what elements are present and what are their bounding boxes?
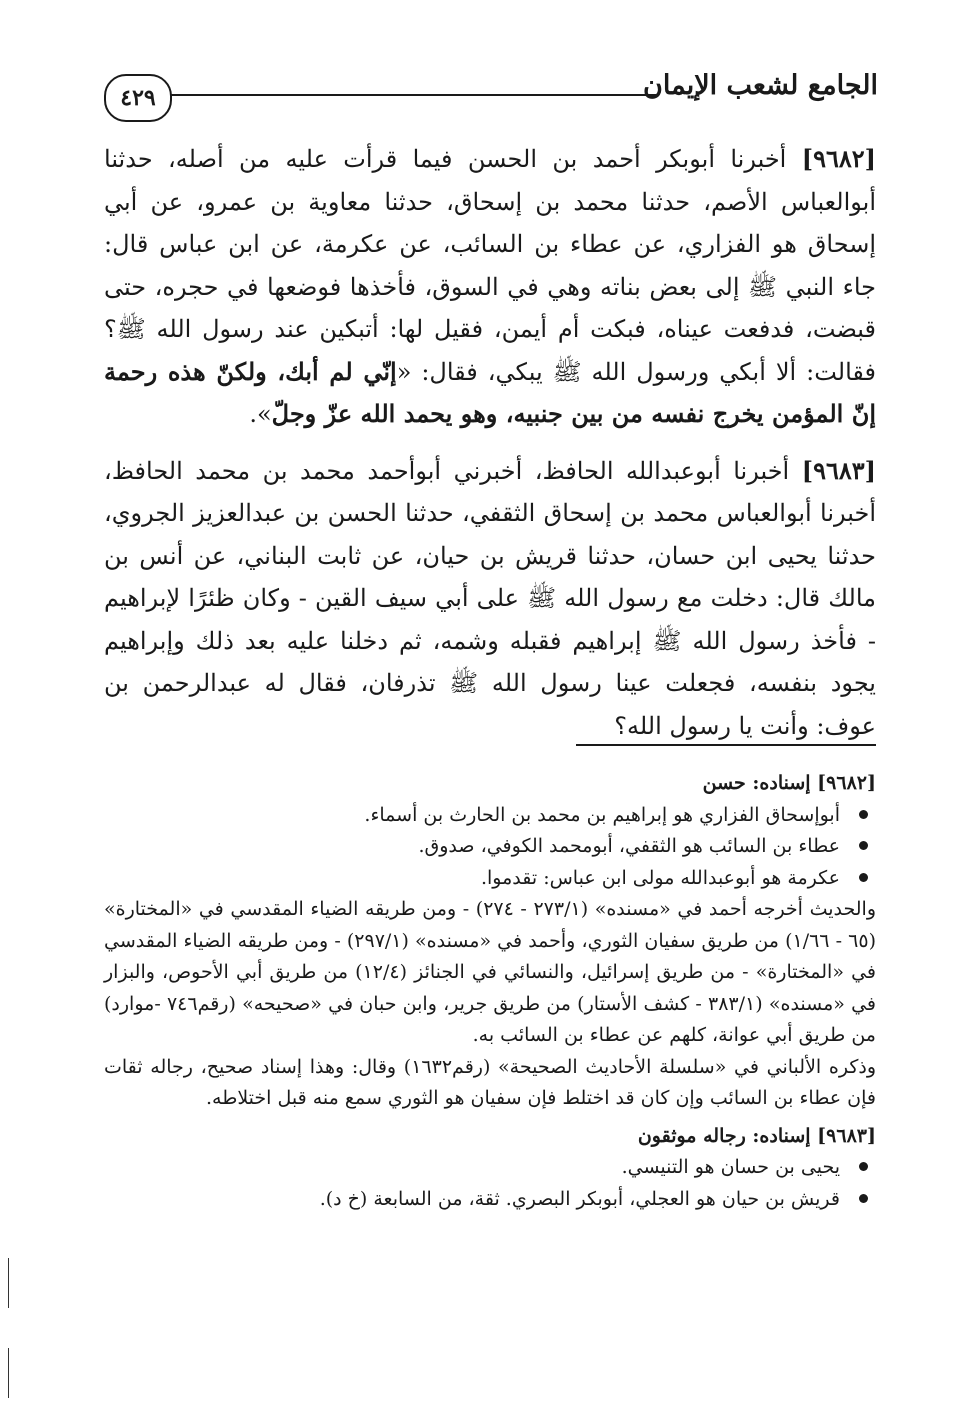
bullet-icon bbox=[859, 873, 868, 882]
page-number: ٤٢٩ bbox=[104, 74, 172, 122]
hadith-text: أخبرنا أبوعبدالله الحافظ، أخبرني أبوأحمد محمد بن محمد الحافظ، أخبرنا أبوالعباس محمد بن إسحاق الثقفي، حدثنا الحسن بن عبدالعزيز الجروي، حدثنا يحيى ابن حسان، حدثنا قريش بن حيان، عن ثابت البناني، عن أنس بن مالك قال: دخلت مع رسول الله ﷺ على أبي سيف القين - وكان ظئرًا لإبراهيم - فأخذ رسول الله ﷺ إبراهيم فقبله وشمه، ثم دخلنا عليه بعد ذلك وإبراهيم يجود بنفسه، فجعلت عينا رسول الله ﷺ تذرفان، فقال له عبدالرحمن بن عوف: وأنت يا رسول الله؟ bbox=[104, 456, 876, 740]
bullet-icon bbox=[859, 1194, 868, 1203]
scan-edge-mark bbox=[8, 1348, 9, 1398]
header-rule bbox=[170, 94, 658, 96]
footnote-bullets bbox=[104, 800, 876, 895]
bullet-icon bbox=[859, 810, 868, 819]
bullet-text: قريش بن حيان هو العجلي، أبوبكر البصري. ثقة، من السابعة (خ د). bbox=[319, 1187, 840, 1210]
footnote-paragraph: والحديث أخرجه أحمد في «مسنده» (٢٧٣/١ - ٢٧٤) - ومن طريقه الضياء المقدسي في «المختارة» (٦٥ - ١/٦٦) من طريق سفيان الثوري، وأحمد في «مسنده» (٢٩٧/١) - ومن طريقه الضياء المقدسي في «المختارة» - من طريق إسرائيل، والنسائي في الجنائز (١٢/٤) من طريق أبي الأحوص، والبزار في «مسنده» (٣٨٣/١ - كشف الأستار) من طريق جرير، وابن حبان في «صحيحه» (رقم٧٤٦ -موارد) من طريق أبي عوانة، كلهم عن عطاء بن السائب به. bbox=[104, 898, 877, 1046]
footnote-heading: [٩٦٨٣] إسناده: رجاله موثقون bbox=[637, 1124, 876, 1147]
hadith-paragraph bbox=[104, 138, 876, 436]
footnote-bullet bbox=[104, 863, 868, 895]
footnote-bullets bbox=[104, 1152, 876, 1215]
hadith-quote-close: ». bbox=[249, 400, 272, 428]
footnote-bullet bbox=[104, 1184, 868, 1216]
hadith-quote: إنّي لم أبك، ولكنّ هذه رحمة إنّ المؤمن يخرج نفسه من بين جنبيه، وهو يحمد الله عزّ وجلّ bbox=[104, 356, 876, 428]
bullet-text: عكرمة هو أبوعبدالله مولى ابن عباس: تقدموا. bbox=[480, 866, 840, 889]
hadith-text: أخبرنا أبوبكر أحمد بن الحسن فيما قرأت عليه من أصله، حدثنا أبوالعباس الأصم، حدثنا محمد بن إسحاق، حدثنا معاوية بن عمرو، عن أبي إسحاق هو الفزاري، عن عطاء بن السائب، عن عكرمة، عن ابن عباس قال: جاء النبي ﷺ إلى بعض بناته وهي في السوق، فأخذها فوضعها في حجره، حتى قبضت، فدفعت عيناه، فبكت أم أيمن، فقيل لها: أتبكين عند رسول الله ﷺ؟ فقالت: ألا أبكي ورسول الله ﷺ يبكي، فقال: « bbox=[104, 145, 877, 386]
footnote-paragraph: وذكره الألباني في «سلسلة الأحاديث الصحيحة» (رقم١٦٣٢) وقال: وهذا إسناد صحيح، رجاله ثقات فإن عطاء بن السائب وإن كان قد اختلط فإن سفيان هو الثوري سمع منه قبل اختلاطه. bbox=[104, 1055, 877, 1109]
running-title: الجامع لشعب الإيمان bbox=[643, 70, 878, 101]
bullet-icon bbox=[859, 1162, 868, 1171]
bullet-text: أبوإسحاق الفزاري هو إبراهيم بن محمد بن الحارث بن أسماء. bbox=[364, 803, 840, 826]
hadith-number: [٩٦٨٢] bbox=[801, 144, 876, 173]
footnote-bullet bbox=[104, 1152, 868, 1184]
footnote-heading: [٩٦٨٢] إسناده: حسن bbox=[702, 772, 876, 794]
bullet-text: عطاء بن السائب هو الثقفي، أبومحمد الكوفي، صدوق. bbox=[418, 835, 840, 857]
hadith-number: [٩٦٨٣] bbox=[801, 455, 876, 485]
footnote-bullet bbox=[104, 831, 868, 863]
hadith-paragraph bbox=[104, 450, 876, 748]
bullet-text: يحيى بن حسان هو التنيسي. bbox=[621, 1156, 840, 1178]
footnotes bbox=[104, 768, 876, 1215]
footnote-bullet bbox=[104, 800, 868, 832]
bullet-icon bbox=[859, 841, 868, 850]
main-text bbox=[104, 138, 876, 747]
footnote-separator bbox=[576, 744, 876, 746]
scan-edge-mark bbox=[8, 1258, 9, 1308]
